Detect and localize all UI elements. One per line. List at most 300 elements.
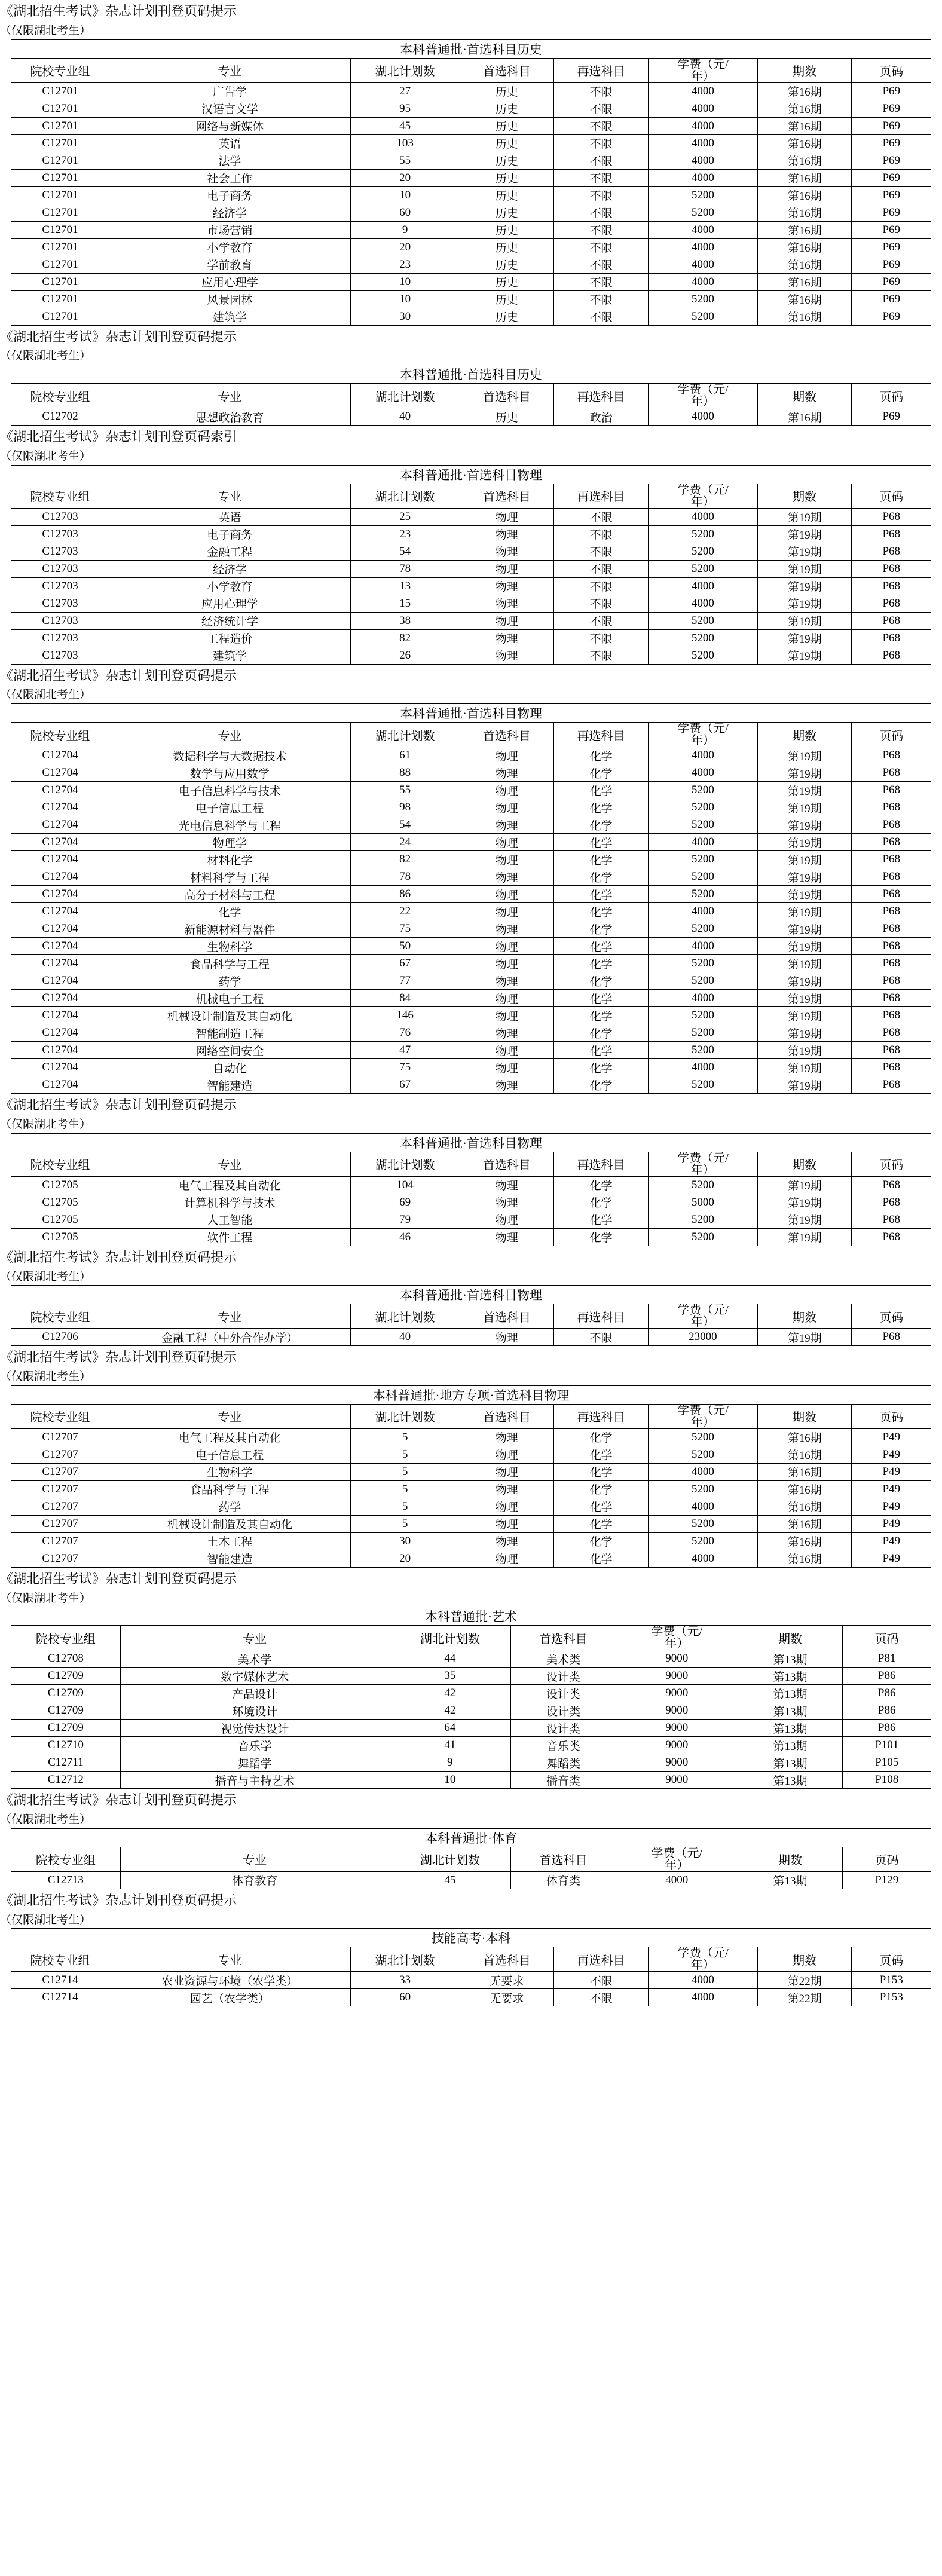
cell-major: 小学教育 [109,577,350,595]
cell-second: 不限 [554,221,649,238]
cell-fee: 5200 [648,1042,757,1059]
cell-major: 数据科学与大数据技术 [109,747,350,764]
cell-major: 材料化学 [109,851,350,868]
column-header-plan: 湖北计划数 [350,1947,460,1972]
cell-second: 不限 [554,117,649,134]
cell-page: P68 [852,1007,931,1024]
cell-second: 化学 [554,868,649,886]
cell-issue: 第16期 [757,1463,852,1480]
table-header-row [11,384,931,408]
column-header-plan: 湖北计划数 [350,384,460,408]
cell-second: 化学 [554,1463,649,1480]
cell-plan: 33 [350,1972,460,1989]
table-row [11,1194,931,1211]
cell-major: 人工智能 [109,1211,350,1228]
cell-plan: 55 [350,782,460,799]
cell-plan: 10 [389,1772,511,1789]
cell-plan: 23 [350,256,460,273]
cell-second: 化学 [554,1076,649,1094]
cell-first: 物理 [460,1329,554,1346]
cell-major: 机械设计制造及其自动化 [109,1007,350,1024]
cell-group: C12714 [11,1972,109,1989]
cell-second: 不限 [554,595,649,612]
cell-page: P86 [843,1685,931,1702]
cell-group: C12703 [11,612,109,629]
cell-plan: 86 [350,886,460,903]
cell-first: 历史 [460,204,554,221]
cell-plan: 64 [389,1720,511,1737]
cell-page: P68 [852,1059,931,1076]
cell-second: 不限 [554,82,649,100]
column-header-major: 专业 [120,1847,389,1871]
cell-page: P69 [852,221,931,238]
cell-plan: 30 [350,308,460,325]
cell-page: P68 [852,816,931,834]
table-row [11,903,931,920]
column-header-page: 页码 [852,384,931,408]
cell-issue: 第16期 [757,100,852,117]
column-header-fee: 学费（元/ 年） [648,384,757,408]
cell-second: 化学 [554,1550,649,1567]
cell-first: 历史 [460,100,554,117]
column-header-first: 首选科目 [460,384,554,408]
cell-second: 不限 [554,577,649,595]
cell-page: P49 [852,1498,931,1515]
cell-plan: 69 [350,1194,460,1211]
cell-issue: 第13期 [738,1737,843,1754]
cell-fee: 4000 [648,408,757,426]
table-row [11,256,931,273]
table-row [11,82,931,100]
cell-issue: 第16期 [757,82,852,100]
cell-first: 物理 [460,972,554,990]
column-header-plan: 湖北计划数 [350,723,460,747]
cell-first: 物理 [460,1228,554,1246]
cell-issue: 第19期 [757,764,852,782]
cell-first: 物理 [460,938,554,955]
cell-issue: 第19期 [757,1007,852,1024]
cell-issue: 第19期 [757,834,852,851]
section-title: 本科普通批·首选科目物理 [11,704,931,723]
cell-second: 化学 [554,972,649,990]
cell-issue: 第19期 [757,612,852,629]
cell-plan: 22 [350,903,460,920]
cell-group: C12707 [11,1532,109,1550]
cell-plan: 50 [350,938,460,955]
cell-second: 化学 [554,920,649,938]
cell-major: 智能制造工程 [109,1024,350,1042]
column-header-second: 再选科目 [554,384,649,408]
cell-group: C12711 [11,1754,121,1772]
cell-plan: 20 [350,169,460,186]
cell-plan: 82 [350,629,460,647]
cell-fee: 5200 [648,629,757,647]
cell-group: C12707 [11,1550,109,1567]
cell-issue: 第19期 [757,851,852,868]
cell-plan: 42 [389,1685,511,1702]
column-header-second: 再选科目 [554,484,649,508]
cell-fee: 4000 [648,238,757,256]
cell-first: 物理 [460,1176,554,1194]
cell-fee: 4000 [648,273,757,290]
cell-first: 物理 [460,1042,554,1059]
column-header-plan: 湖北计划数 [389,1626,511,1650]
cell-page: P81 [843,1650,931,1668]
table-row [11,134,931,152]
banner-subtitle: （仅限湖北考生） [0,1118,91,1131]
table-row [11,1754,931,1772]
cell-issue: 第19期 [757,525,852,543]
cell-group: C12704 [11,1024,109,1042]
cell-first: 物理 [460,612,554,629]
cell-major: 计算机科学与技术 [109,1194,350,1211]
cell-major: 高分子材料与工程 [109,886,350,903]
cell-major: 电气工程及其自动化 [109,1428,350,1446]
cell-second: 化学 [554,886,649,903]
cell-group: C12704 [11,851,109,868]
cell-second: 化学 [554,1024,649,1042]
cell-major: 物理学 [109,834,350,851]
cell-group: C12704 [11,920,109,938]
cell-major: 电子信息科学与技术 [109,782,350,799]
column-header-plan: 湖北计划数 [350,484,460,508]
cell-page: P68 [852,508,931,525]
cell-plan: 46 [350,1228,460,1246]
table-row [11,816,931,834]
cell-page: P68 [852,595,931,612]
cell-fee: 4000 [648,1463,757,1480]
banner-title: 《湖北招生考试》杂志计划刊登页码索引 [0,429,237,445]
cell-second: 化学 [554,1059,649,1076]
cell-fee: 5200 [648,1532,757,1550]
cell-second: 不限 [554,152,649,169]
banner-subtitle: （仅限湖北考生） [0,24,91,37]
cell-fee: 5200 [648,1428,757,1446]
cell-issue: 第16期 [757,134,852,152]
cell-fee: 5200 [648,560,757,577]
plan-table [11,465,931,665]
cell-second: 不限 [554,647,649,664]
cell-second: 化学 [554,851,649,868]
column-header-first: 首选科目 [460,1404,554,1428]
cell-page: P68 [852,525,931,543]
cell-second: 化学 [554,1007,649,1024]
cell-page: P68 [852,1194,931,1211]
banner-title: 《湖北招生考试》杂志计划刊登页码提示 [0,1097,237,1113]
cell-group: C12704 [11,868,109,886]
cell-major: 思想政治教育 [109,408,350,426]
cell-major: 新能源材料与器件 [109,920,350,938]
cell-plan: 27 [350,82,460,100]
table-row [11,629,931,647]
column-header-group: 院校专业组 [11,1304,109,1329]
banner-subtitle: （仅限湖北考生） [0,1370,91,1384]
cell-fee: 5200 [648,647,757,664]
cell-page: P69 [852,117,931,134]
cell-page: P68 [852,1076,931,1094]
cell-page: P68 [852,764,931,782]
table-row [11,290,931,308]
table-row [11,169,931,186]
table-row [11,1685,931,1702]
cell-major: 机械电子工程 [109,990,350,1007]
cell-issue: 第19期 [757,886,852,903]
cell-group: C12705 [11,1228,109,1246]
plan-table [11,1828,931,1889]
banner-title: 《湖北招生考试》杂志计划刊登页码提示 [0,4,237,19]
cell-group: C12705 [11,1176,109,1194]
cell-major: 英语 [109,134,350,152]
cell-second: 不限 [554,612,649,629]
column-header-second: 再选科目 [554,1404,649,1428]
table-row [11,647,931,664]
cell-major: 产品设计 [120,1685,389,1702]
cell-first: 物理 [460,1515,554,1532]
cell-issue: 第19期 [757,868,852,886]
cell-major: 智能建造 [109,1550,350,1567]
cell-plan: 40 [350,408,460,426]
banner-block [0,1568,942,1607]
cell-second: 化学 [554,764,649,782]
cell-plan: 76 [350,1024,460,1042]
cell-fee: 5200 [648,1024,757,1042]
cell-plan: 103 [350,134,460,152]
cell-fee: 4000 [648,747,757,764]
cell-major: 小学教育 [109,238,350,256]
cell-issue: 第19期 [757,595,852,612]
cell-issue: 第19期 [757,1042,852,1059]
column-header-page: 页码 [843,1626,931,1650]
cell-fee: 4000 [648,764,757,782]
cell-second: 不限 [554,1972,649,1989]
cell-plan: 60 [350,1989,460,2006]
cell-issue: 第19期 [757,1076,852,1094]
column-header-page: 页码 [852,1304,931,1329]
column-header-group: 院校专业组 [11,58,109,82]
column-header-fee: 学费（元/ 年） [648,1152,757,1176]
cell-fee: 9000 [616,1668,738,1685]
cell-page: P68 [852,799,931,816]
cell-page: P129 [843,1871,931,1889]
cell-plan: 23 [350,525,460,543]
cell-major: 市场营销 [109,221,350,238]
cell-second: 化学 [554,1515,649,1532]
cell-plan: 35 [389,1668,511,1685]
cell-fee: 5200 [648,868,757,886]
cell-group: C12703 [11,508,109,525]
cell-group: C12704 [11,764,109,782]
cell-plan: 5 [350,1428,460,1446]
table-row [11,920,931,938]
table-header-row [11,58,931,82]
cell-second: 化学 [554,747,649,764]
cell-second: 不限 [554,629,649,647]
cell-second: 不限 [554,169,649,186]
table-row [11,1989,931,2006]
cell-second: 不限 [554,543,649,560]
cell-issue: 第19期 [757,782,852,799]
banner-title: 《湖北招生考试》杂志计划刊登页码提示 [0,1792,237,1808]
cell-issue: 第19期 [757,1194,852,1211]
cell-major: 经济统计学 [109,612,350,629]
cell-issue: 第19期 [757,560,852,577]
cell-fee: 4000 [648,903,757,920]
cell-page: P101 [843,1737,931,1754]
table-row [11,868,931,886]
column-header-fee: 学费（元/ 年） [648,484,757,508]
section-title: 本科普通批·体育 [11,1828,931,1847]
cell-page: P69 [852,408,931,426]
cell-first: 物理 [460,1211,554,1228]
cell-page: P69 [852,100,931,117]
cell-major: 金融工程（中外合作办学） [109,1329,350,1346]
column-header-page: 页码 [852,58,931,82]
cell-major: 药学 [109,1498,350,1515]
cell-fee: 4000 [648,221,757,238]
column-header-issue: 期数 [757,58,852,82]
cell-major: 金融工程 [109,543,350,560]
cell-page: P86 [843,1720,931,1737]
column-header-plan: 湖北计划数 [350,58,460,82]
cell-second: 化学 [554,1194,649,1211]
cell-group: C12701 [11,100,109,117]
cell-plan: 5 [350,1446,460,1463]
cell-group: C12704 [11,799,109,816]
cell-issue: 第19期 [757,799,852,816]
cell-fee: 4000 [648,595,757,612]
cell-page: P49 [852,1480,931,1498]
cell-plan: 55 [350,152,460,169]
cell-major: 电子商务 [109,186,350,204]
cell-second: 化学 [554,782,649,799]
column-header-first: 首选科目 [460,58,554,82]
cell-first: 物理 [460,990,554,1007]
cell-second: 不限 [554,204,649,221]
banner-subtitle: （仅限湖北考生） [0,1913,91,1926]
table-row [11,747,931,764]
cell-major: 数字媒体艺术 [120,1668,389,1685]
cell-issue: 第19期 [757,1059,852,1076]
banner-subtitle: （仅限湖北考生） [0,1592,91,1605]
cell-fee: 5200 [648,543,757,560]
cell-second: 化学 [554,1480,649,1498]
cell-page: P153 [852,1989,931,2006]
cell-issue: 第19期 [757,1329,852,1346]
cell-first: 物理 [460,1428,554,1446]
banner-block [0,1246,942,1286]
cell-fee: 5200 [648,612,757,629]
cell-issue: 第13期 [738,1754,843,1772]
cell-second: 化学 [554,1042,649,1059]
column-header-group: 院校专业组 [11,1404,109,1428]
cell-issue: 第16期 [757,221,852,238]
banner-subtitle: （仅限湖北考生） [0,350,91,363]
cell-issue: 第19期 [757,903,852,920]
banner-block [0,665,942,704]
cell-issue: 第16期 [757,238,852,256]
cell-issue: 第13期 [738,1702,843,1720]
cell-page: P68 [852,747,931,764]
cell-major: 数学与应用数学 [109,764,350,782]
cell-group: C12704 [11,955,109,972]
cell-issue: 第19期 [757,1211,852,1228]
cell-issue: 第22期 [757,1989,852,2006]
table-row [11,1871,931,1889]
cell-second: 不限 [554,186,649,204]
cell-group: C12703 [11,525,109,543]
plan-table [11,1133,931,1246]
cell-group: C12701 [11,186,109,204]
column-header-major: 专业 [109,484,350,508]
cell-major: 电子商务 [109,525,350,543]
table-row [11,1446,931,1463]
cell-major: 工程造价 [109,629,350,647]
cell-first: 设计类 [511,1702,616,1720]
cell-second: 化学 [554,1176,649,1194]
cell-page: P68 [852,1024,931,1042]
column-header-plan: 湖北计划数 [350,1152,460,1176]
cell-page: P86 [843,1702,931,1720]
table-row [11,1059,931,1076]
cell-first: 物理 [460,782,554,799]
cell-plan: 5 [350,1515,460,1532]
cell-first: 物理 [460,1498,554,1515]
banner-block [0,426,942,465]
cell-fee: 4000 [648,82,757,100]
table-row [11,1228,931,1246]
cell-plan: 84 [350,990,460,1007]
cell-plan: 82 [350,851,460,868]
cell-plan: 42 [389,1702,511,1720]
cell-group: C12701 [11,117,109,134]
cell-major: 舞蹈学 [120,1754,389,1772]
cell-page: P69 [852,256,931,273]
cell-group: C12705 [11,1211,109,1228]
cell-first: 历史 [460,186,554,204]
cell-fee: 9000 [616,1685,738,1702]
cell-fee: 5200 [648,1480,757,1498]
cell-group: C12709 [11,1668,121,1685]
cell-page: P68 [852,1042,931,1059]
cell-major: 广告学 [109,82,350,100]
table-row [11,1428,931,1446]
table-row [11,1720,931,1737]
cell-plan: 26 [350,647,460,664]
section-title: 本科普通批·首选科目历史 [11,365,931,384]
cell-group: C12701 [11,152,109,169]
table-row [11,1668,931,1685]
cell-major: 食品科学与工程 [109,955,350,972]
banner-block [0,1789,942,1828]
cell-page: P49 [852,1463,931,1480]
cell-issue: 第19期 [757,1228,852,1246]
banner-title: 《湖北招生考试》杂志计划刊登页码提示 [0,1571,237,1586]
cell-group: C12704 [11,816,109,834]
cell-page: P68 [852,990,931,1007]
cell-group: C12701 [11,134,109,152]
plan-table [11,39,931,326]
cell-second: 不限 [554,1989,649,2006]
plan-table [11,1385,931,1568]
table-row [11,1480,931,1498]
cell-plan: 25 [350,508,460,525]
column-header-issue: 期数 [757,1152,852,1176]
cell-major: 经济学 [109,560,350,577]
banner-block [0,1094,942,1133]
cell-plan: 45 [389,1871,511,1889]
banner-title: 《湖北招生考试》杂志计划刊登页码提示 [0,668,237,683]
column-header-fee: 学费（元/ 年） [648,1304,757,1329]
